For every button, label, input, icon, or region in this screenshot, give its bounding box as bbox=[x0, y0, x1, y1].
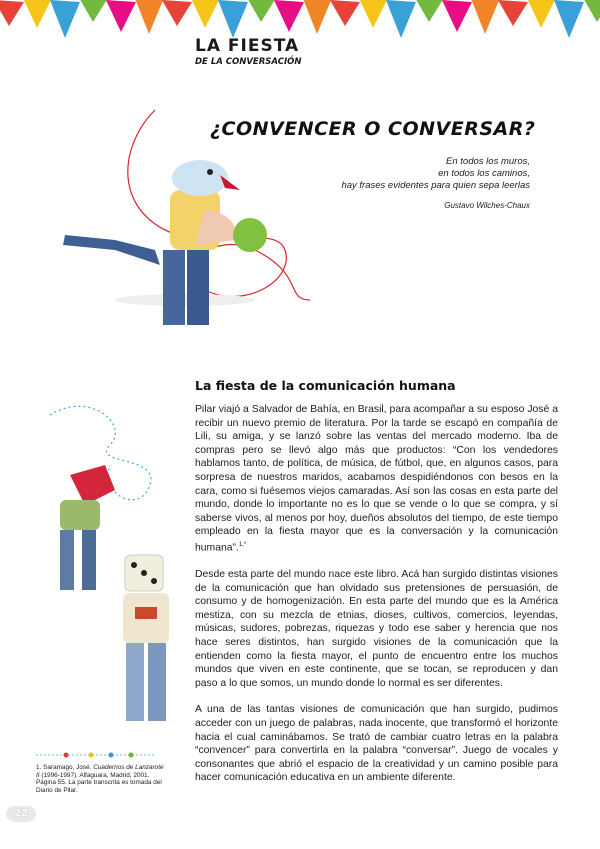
epigraph-line: hay frases evidentes para quien sepa leerlas bbox=[341, 180, 530, 191]
bunting-flag bbox=[218, 0, 248, 38]
bunting-flag bbox=[190, 0, 220, 28]
bunting-flag bbox=[106, 0, 136, 32]
brand-subtitle: DE LA CONVERSACIÓN bbox=[195, 57, 302, 67]
bunting-flag bbox=[274, 0, 304, 32]
bunting-flag bbox=[330, 0, 360, 26]
bunting-flag bbox=[78, 0, 108, 22]
footnote-work: Cuadernos de Lanzarote II bbox=[36, 764, 164, 779]
section-heading: La fiesta de la comunicación humana bbox=[195, 378, 456, 393]
header-brand bbox=[195, 36, 301, 67]
bunting-flag bbox=[582, 0, 600, 22]
footnote-divider bbox=[36, 750, 156, 760]
bunting-flag bbox=[302, 0, 332, 34]
bunting-flag bbox=[162, 0, 192, 26]
paragraph: A una de las tantas visiones de comunicación que han surgido, pudimos acceder con un juego de palabras, nada inocente, que transformó el horizonte hacia el cual caminábamos. Se trató de cambiar cuatro letras en la palabra “convencer” para convertirla en la palabra “conversar”. Juego de vocales y consonantes que abrió el espacio de la creatividad y un camino posible para hacer comunicación educativa en un ambiente diferente. bbox=[195, 704, 558, 784]
bunting-flag bbox=[470, 0, 500, 34]
page-number: 22 bbox=[6, 806, 36, 822]
bunting-flag bbox=[22, 0, 52, 28]
bunting-flag bbox=[554, 0, 584, 38]
bunting-flag bbox=[134, 0, 164, 34]
bunting-decoration bbox=[0, 0, 600, 40]
paragraph-text: Pilar viajó a Salvador de Bahía, en Brasil, para acompañar a su esposo José a recibir un nuevo premio de literatura. Por la tarde se escapó en compañía de Lili, su amiga, y se lanzó sobre las ventas del mercado moderno. Iba de compras pero se llevó algo más que productos: “Con los vendedores hablamos tanto, de política, de música, de fútbol, que, en algunos casos, para sorpresa de nuestros maridos, acabamos despidiéndonos con besos en la cara, como si fuésemos viejos camaradas. Así son las cosas en esta parte del mundo, donde lo importante no es lo que se vende o lo que se compra, y sí saberse vivos, al menos por hoy, dueños absolutos del tiempo, de este tiempo empleado en la fiesta mayor que es la conversación y la comunicación humana”. bbox=[195, 404, 558, 554]
footnote-author: Saramago, José. bbox=[43, 764, 92, 771]
footnote-marker: 1,* bbox=[238, 541, 247, 548]
article-body bbox=[195, 403, 558, 798]
footnote bbox=[36, 764, 166, 794]
bunting-flag bbox=[414, 0, 444, 22]
footnote-rest: (1996-1997). Alfaguara, Madrid, 2001. Página 55. La parte transcrita es tomada del Diario de Pilar. bbox=[36, 771, 162, 794]
bunting-flag bbox=[0, 0, 24, 26]
bunting-flag bbox=[50, 0, 80, 38]
epigraph bbox=[341, 156, 530, 212]
paragraph bbox=[195, 403, 558, 555]
bunting-flag bbox=[246, 0, 276, 22]
footnote-number: 1. bbox=[36, 764, 42, 771]
paragraph: Desde esta parte del mundo nace este libro. Acá han surgido distintas visiones de la comunicación que han olvidado sus pretensiones de persuasión, de consumo y de homogenización. En esta parte del mundo que es la América mestiza, con su mezcla de etnias, dioses, cultivos, comercios, leyendas, músicas, sudores, pobrezas, riquezas y todo ese saber y herencia que nos hace seres distintos, han surgido visiones de la comunicación que la entienden como la fiesta mayor, el punto de encuentro entre los muchos mundos que viven en este continente, que se tocan, se reproducen y dan paso a lo que somos, un mundo donde lo normal es ser diferentes. bbox=[195, 569, 558, 689]
bunting-flag bbox=[358, 0, 388, 28]
dice-head-figures-illustration bbox=[30, 395, 180, 740]
article-title: ¿CONVENCER O CONVERSAR? bbox=[210, 118, 536, 140]
epigraph-author: Gustavo Wilches-Chaux bbox=[444, 201, 530, 210]
bunting-flag bbox=[526, 0, 556, 28]
brand-title: LA FIESTA bbox=[195, 36, 300, 56]
bunting-flag bbox=[386, 0, 416, 38]
epigraph-line: En todos los muros, bbox=[446, 156, 530, 167]
bunting-flag bbox=[442, 0, 472, 32]
bunting-flag bbox=[498, 0, 528, 26]
epigraph-line: en todos los caminos, bbox=[438, 168, 530, 179]
